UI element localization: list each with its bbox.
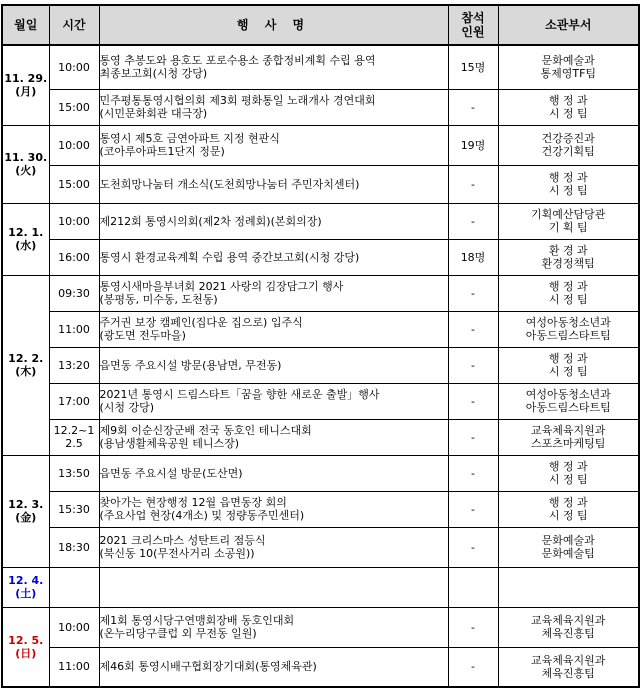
attendees-cell: - (448, 647, 498, 687)
time-cell: 15:00 (49, 89, 99, 125)
date-cell: 12. 3. (金) (2, 455, 49, 567)
event-cell: 제212회 통영시의회(제2차 정례회)(본회의장) (99, 203, 448, 239)
event-cell: 통영 추봉도와 용호도 포로수용소 종합정비계획 수립 용역 최종보고회(시청 강당) (99, 45, 448, 89)
attendees-cell: 15명 (448, 45, 498, 89)
time-cell: 10:00 (49, 125, 99, 165)
schedule-row (2, 89, 639, 125)
attendees-cell: - (448, 419, 498, 455)
event-cell (99, 567, 448, 607)
attendees-cell: - (448, 203, 498, 239)
dept-cell: 여성아동청소년과 아동드림스타트팀 (498, 311, 639, 347)
schedule-row (2, 491, 639, 527)
schedule-row (2, 527, 639, 567)
time-cell: 10:00 (49, 45, 99, 89)
dept-cell: 교육체육지원과 체육진흥팀 (498, 607, 639, 647)
schedule-row (2, 275, 639, 311)
dept-cell: 행 정 과 시 정 팀 (498, 275, 639, 311)
schedule-row (2, 347, 639, 383)
dept-cell: 건강증진과 건강기획팀 (498, 125, 639, 165)
date-cell: 12. 4. (土) (2, 567, 49, 607)
schedule-row (2, 311, 639, 347)
event-cell: 2021년 통영시 드림스타트「꿈을 향한 새로운 출발」행사 (시청 강당) (99, 383, 448, 419)
date-cell: 12. 1. (水) (2, 203, 49, 275)
event-cell: 제9회 이순신장군배 전국 동호인 테니스대회 (용남생활체육공원 테니스장) (99, 419, 448, 455)
header-date: 월일 (2, 5, 49, 45)
dept-cell: 행 정 과 시 정 팀 (498, 165, 639, 203)
time-cell: 15:30 (49, 491, 99, 527)
schedule-row (2, 125, 639, 165)
attendees-cell: - (448, 275, 498, 311)
dept-cell: 환 경 과 환경정책팀 (498, 239, 639, 275)
time-cell: 12.2~1 2.5 (49, 419, 99, 455)
attendees-cell: 19명 (448, 125, 498, 165)
schedule-row (2, 647, 639, 687)
dept-cell: 교육체육지원과 체육진흥팀 (498, 647, 639, 687)
schedule-table (1, 4, 640, 688)
time-cell: 15:00 (49, 165, 99, 203)
time-cell: 13:50 (49, 455, 99, 491)
time-cell: 11:00 (49, 311, 99, 347)
schedule-row (2, 419, 639, 455)
time-cell: 17:00 (49, 383, 99, 419)
time-cell (49, 567, 99, 607)
dept-cell: 행 정 과 시 정 팀 (498, 89, 639, 125)
attendees-cell: - (448, 383, 498, 419)
event-cell: 2021 크리스마스 성탄트리 점등식 (북신동 10(무전사거리 소공원)) (99, 527, 448, 567)
event-cell: 도천희망나눔터 개소식(도천희망나눔터 주민자치센터) (99, 165, 448, 203)
attendees-cell: - (448, 311, 498, 347)
event-cell: 읍면동 주요시설 방문(용남면, 무전동) (99, 347, 448, 383)
header-row (2, 5, 639, 45)
schedule-row (2, 455, 639, 491)
event-cell: 주거권 보장 캠페인(집다운 집으로) 입주식 (광도면 전두마을) (99, 311, 448, 347)
event-cell: 통영시새마을부녀회 2021 사랑의 김장담그기 행사 (봉평동, 미수동, 도천동) (99, 275, 448, 311)
attendees-cell: - (448, 89, 498, 125)
schedule-row (2, 567, 639, 607)
time-cell: 10:00 (49, 607, 99, 647)
dept-cell: 여성아동청소년과 아동드림스타트팀 (498, 383, 639, 419)
date-cell: 12. 2. (木) (2, 275, 49, 455)
attendees-cell: - (448, 491, 498, 527)
schedule-row (2, 45, 639, 89)
dept-cell: 행 정 과 시 정 팀 (498, 347, 639, 383)
event-cell: 읍면동 주요시설 방문(도산면) (99, 455, 448, 491)
schedule-row (2, 607, 639, 647)
dept-cell: 행 정 과 시 정 팀 (498, 455, 639, 491)
event-cell: 제46회 통영시배구협회장기대회(통영체육관) (99, 647, 448, 687)
header-event: 행 사 명 (99, 5, 448, 45)
attendees-cell: - (448, 455, 498, 491)
dept-cell: 행 정 과 시 정 팀 (498, 491, 639, 527)
schedule-row (2, 203, 639, 239)
attendees-cell: 18명 (448, 239, 498, 275)
attendees-cell: - (448, 607, 498, 647)
event-cell: 제1회 통영시당구연맹회장배 동호인대회 (온누리당구클럽 외 무전동 일원) (99, 607, 448, 647)
time-cell: 09:30 (49, 275, 99, 311)
schedule-row (2, 165, 639, 203)
event-cell: 민주평통통영시협의회 제3회 평화통일 노래개사 경연대회 (시민문화회관 대극장) (99, 89, 448, 125)
schedule-row (2, 239, 639, 275)
event-cell: 찾아가는 현장행정 12월 읍면동장 회의 (주요사업 현장(4개소) 및 정량동주민센터) (99, 491, 448, 527)
dept-cell: 문화예술과 통제영TF팀 (498, 45, 639, 89)
date-cell: 11. 29. (月) (2, 45, 49, 125)
time-cell: 16:00 (49, 239, 99, 275)
time-cell: 18:30 (49, 527, 99, 567)
header-dept: 소관부서 (498, 5, 639, 45)
time-cell: 10:00 (49, 203, 99, 239)
schedule-row (2, 383, 639, 419)
time-cell: 11:00 (49, 647, 99, 687)
attendees-cell (448, 567, 498, 607)
event-cell: 통영시 제5호 금연아파트 지정 현판식 (코아루아파트1단지 정문) (99, 125, 448, 165)
date-cell: 12. 5. (日) (2, 607, 49, 687)
schedule-body (2, 45, 639, 687)
date-cell: 11. 30. (火) (2, 125, 49, 203)
dept-cell: 기획예산담당관 기 획 팀 (498, 203, 639, 239)
dept-cell: 교육체육지원과 스포츠마케팅팀 (498, 419, 639, 455)
time-cell: 13:20 (49, 347, 99, 383)
header-time: 시간 (49, 5, 99, 45)
dept-cell (498, 567, 639, 607)
attendees-cell: - (448, 527, 498, 567)
dept-cell: 문화예술과 문화예술팀 (498, 527, 639, 567)
header-attendees: 참석 인원 (448, 5, 498, 45)
event-cell: 통영시 환경교육계획 수립 용역 중간보고회(시청 강당) (99, 239, 448, 275)
attendees-cell: - (448, 165, 498, 203)
attendees-cell: - (448, 347, 498, 383)
